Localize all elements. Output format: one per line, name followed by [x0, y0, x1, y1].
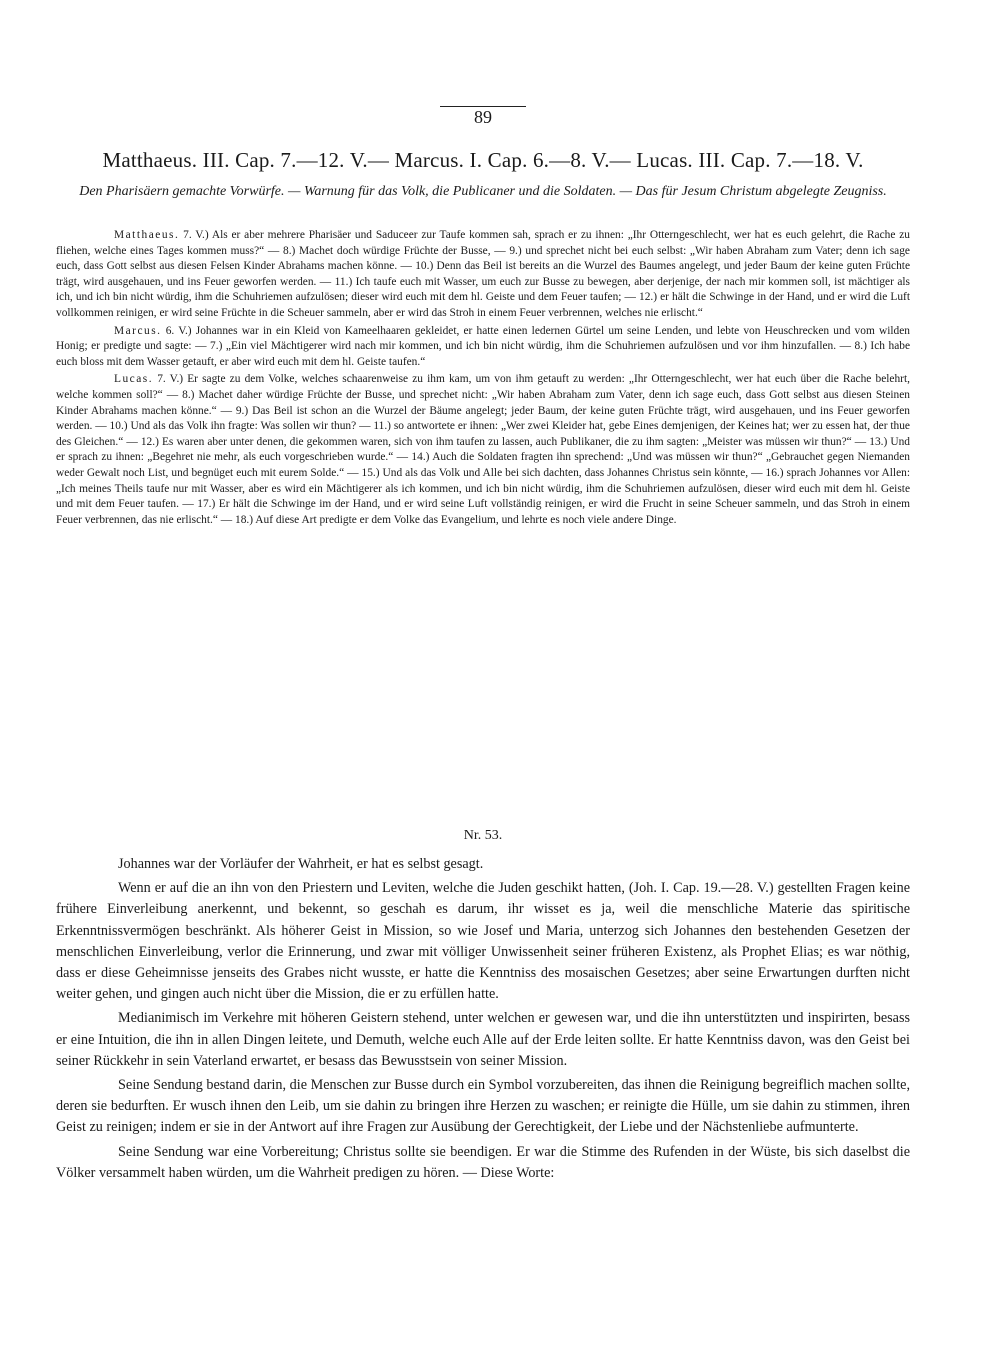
- commentary-paragraph: Johannes war der Vorläufer der Wahrheit, er hat es selbst gesagt.: [118, 856, 484, 872]
- chapter-title: Matthaeus. III. Cap. 7.—12. V.— Marcus. I. Cap. 6.—8. V.— Lucas. III. Cap. 7.—18. V.: [102, 148, 864, 172]
- passage-text: 6. V.) Johannes war in ein Kleid von Kameelhaaren gekleidet, er hatte einen ledernen Gürtel um seine Lenden, und lebte von Heuschrecken und vom wilden Honig; er predigte und sagte: — 7.) „Ein viel Mächtigerer wird nach mir kommen, und ich bin nicht würdig, ihm die Schuhriemen aufzulösen und vor ihm hinzufallen. — 8.) Ich habe euch bloss mit dem Wasser getauft, er aber wird euch mit dem hl. Geiste taufen.“: [56, 324, 910, 368]
- passage-label: Lucas.: [114, 373, 154, 386]
- passage-matthaeus: [56, 228, 910, 322]
- commentary-paragraph: Seine Sendung bestand darin, die Menschen zur Busse durch ein Symbol vorzubereiten, das ihnen die Reinigung begreiflich machen sollte, deren sie bedurften. Er wusch ihnen den Leib, um sie dahin zu bringen ihre Herzen zu waschen; er reinigte die Hülle, um sie dahin zu stimmen, ihren Geist zu reinigen; indem er sie in der Antwort auf ihre Fragen zur Ausübung der Gerechtigkeit, der Liebe und der Nächstenliebe aufmunterte.: [56, 1077, 910, 1136]
- commentary-paragraph: Medianimisch im Verkehre mit höheren Geistern stehend, unter welchen er gewesen war, und die ihn unterstützten und inspirirten, besass er eine Intuition, die ihn in allen Dingen leitete, und Demuth, welche euch Alle auf der Erde leiten sollte. Er hatte Kenntniss davon, was den Geist bei seiner Rückkehr in sein Vaterland erwartet, er besass das Bewusstsein von seiner Mission.: [56, 1010, 910, 1069]
- commentary-paragraph: Wenn er auf die an ihn von den Priestern und Leviten, welche die Juden geschikt hatten, (Joh. I. Cap. 19.—28. V.) gestellten Fragen keine frühere Einverleibung anerkennt, und bekennt, so geschah es darum, ihr wisset es ja, weil die menschliche Materie das spiritische Erkenntnissvermögen beschränkt. Als höherer Geist in Mission, so wie Josef und Maria, unterzog sich Johannes den bestehenden Gesetzen der menschlichen Einverleibung, verlor die Erinnerung, und zwar mit völliger Unwissenheit seiner früheren Existenz, als Prophet Elias; es war nöthig, dass er diese Geheimnisse jenseits des Grabes nicht wusste, er hatte die Kenntniss des mosaischen Gesetzes; aber seine Erwartungen durften nicht weiter gehen, und gingen auch nicht über die Mission, die er zu erfüllen hatte.: [56, 880, 910, 1003]
- passage-text: 7. V.) Er sagte zu dem Volke, welches schaarenweise zu ihm kam, um von ihm getauft zu werden: „Ihr Otterngeschlecht, wer hat euch über die Rache belehrt, welche kommen soll?“ — 8.) Machet daher würdige Früchte der Busse, und sprechet nicht: „Wir haben Abraham zum Vater, denn ich sage euch, dass Gott selbst aus diesen Steinen Kinder Abrahams machen könne.“ — 9.) Das Beil ist schon an die Wurzel der Bäume angelegt; jeder Baum, der keine guten Früchte trägt, wird ausgehauen, und ins Feuer geworfen werden. — 10.) Und als das Volk ihn fragte: Was sollen wir thun? — 11.) so antwortete er ihnen: „Wer zwei Kleider hat, gebe Eines demjenigen, der Keines hat; wer zu essen hat, der thue des Gleichen.“ — 12.) Es waren aber unter denen, die gekommen waren, sich von ihm taufen zu lassen, auch Publikaner, die zu ihm sagten: „Meister was müssen wir thun?“ — 13.) Und er sprach zu ihnen: „Begehret nie mehr, als euch vorgeschrieben wurde.“ — 14.) Auch die Soldaten fragten ihn sprechend: „Und was müssen wir thun?“ „Gebrauchet gegen Niemanden weder Gewalt noch List, und begnüget euch mit eurem Solde.“ — 15.) Und als das Volk und Alle bei sich dachten, dass Johannes Christus sein könnte, — 16.) sprach Johannes vor Allen: „Ich meines Theils taufe nur mit Wasser, aber es wird ein Mächtigerer als ich kommen, und ich bin nicht würdig, ihm die Schuhriemen aufzulösen, dieser wird euch mit dem hl. Geiste und mit dem Feuer taufen. — 17.) Er hält die Schwinge im der Hand, und er wird seine Luft vollständig reinigen, er wird die Frucht in seine Scheuer sammeln, und das Stroh in einem Feuer verbrennen, das nie erlischt.“ — 18.) Auf diese Art predigte er dem Volke das Evangelium, und lehrte es noch viele andere Dinge.: [56, 373, 910, 526]
- passage-text: 7. V.) Als er aber mehrere Pharisäer und Saduceer zur Taufe kommen sah, sprach er zu ihnen: „Ihr Otterngeschlecht, wer hat es euch gelehrt, die Rache zu fliehen, welche eines Tages kommen muss?“ — 8.) Machet doch würdige Früchte der Busse, — 9.) und sprechet nicht bei euch selbst: „Wir haben Abraham zum Vater; denn ich sage euch, dass Gott selbst aus diesen Felsen Kinder Abrahams machen könne. — 10.) Denn das Beil ist bereits an die Wurzel des Baumes angelegt, und jeder Baum der keine guten Früchte trägt, wird ausgehauen, und ins Feuer geworfen werden. — 11.) Ich taufe euch mit Wasser, um euch zur Busse zu bewegen, aber derjenige, der nach mir kommen soll, ist mächtiger als ich, und ich bin nicht würdig, ihm die Schuhriemen aufzulösen; dieser wird euch mit dem hl. Geiste und dem Feuer taufen; — 12.) er hält die Schwinge in der Hand, und er wird die Luft vollkommen reinigen, er wird seine Früchte in die Scheuer sammeln, aber er wird das Stroh in einem Feuer verbrennen, welches nie erlischt.“: [56, 229, 910, 319]
- passage-label: Marcus.: [114, 324, 162, 337]
- page-number: 89: [56, 106, 910, 128]
- passage-label: Matthaeus.: [114, 229, 180, 241]
- section-number: Nr. 53.: [463, 828, 503, 843]
- passage-lucas: [56, 372, 910, 528]
- passage-marcus: [56, 324, 910, 371]
- document-page: [56, 96, 910, 1326]
- commentary: [56, 854, 910, 1184]
- commentary-paragraph: Seine Sendung war eine Vorbereitung; Christus sollte sie beendigen. Er war die Stimme des Rufenden in der Wüste, bis sich daselbst die Völker versammelt haben würden, um die Wahrheit predigen zu hören. — Diese Worte:: [56, 1143, 910, 1181]
- chapter-subtitle: Den Pharisäern gemachte Vorwürfe. — Warnung für das Volk, die Publicaner und die Soldaten. — Das für Jesum Christum abgelegte Zeugniss.: [79, 184, 887, 199]
- gospel-passages: [56, 228, 910, 528]
